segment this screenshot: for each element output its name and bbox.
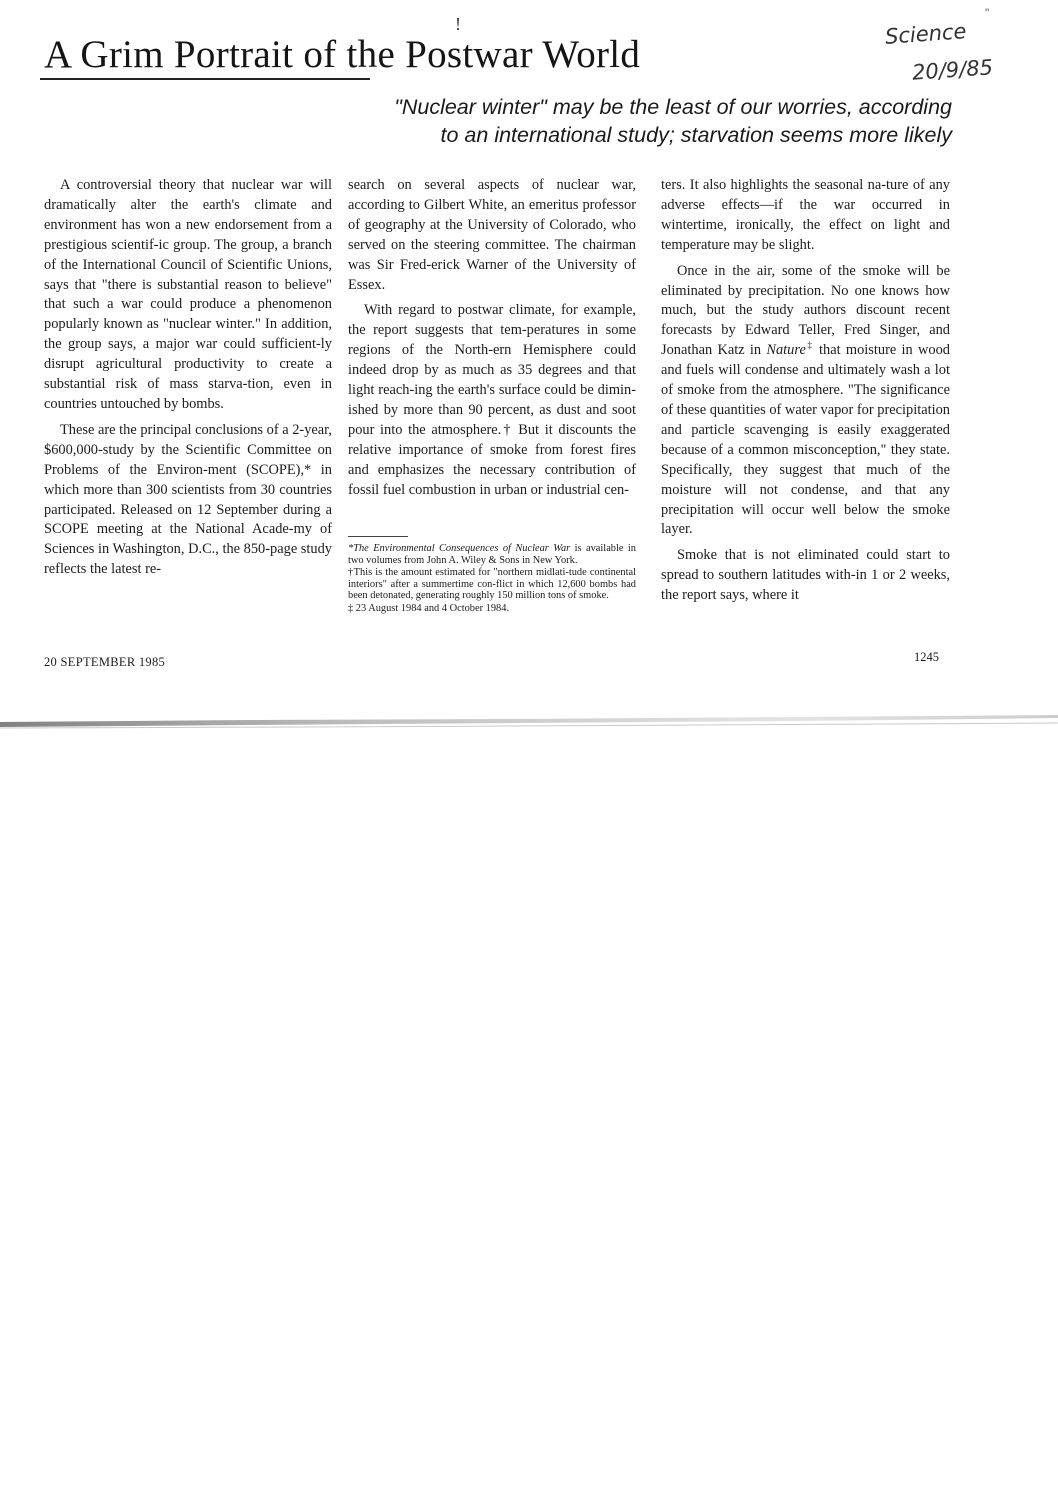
article-headline: A Grim Portrait of the Postwar World [44, 33, 641, 76]
footnote: †This is the amount estimated for "northern midlati-tude continental interiors" after a summertime con-flict in which 12,600 bombs had been detonated, generating roughly 150 million tons of smoke. [348, 567, 636, 602]
deck-line-2: to an international study; starvation seems more likely [440, 123, 952, 147]
footnote-marker: ‡ [805, 340, 814, 351]
footnote-title: *The Environmental Consequences of Nuclear War [348, 543, 571, 554]
handwritten-mark: ! [455, 14, 461, 34]
footnotes [348, 543, 636, 616]
handwritten-date-note: 20/9/85 [911, 55, 994, 85]
page-number: 1245 [914, 650, 939, 664]
paragraph: With regard to postwar climate, for example, the report suggests that tem-peratures in some regions of the North-ern Hemisphere could indeed drop by as much as 35 degrees and that light reach-ing the earth's surface could be dimin-ished by more than 90 percent, as dust and soot pour into the atmosphere.† But it discounts the relative importance of smoke from forest fires and emphasizes the necessary contribution of fossil fuel combustion in urban or industrial cen- [348, 302, 636, 498]
paragraph [661, 262, 950, 541]
footnote: ‡ 23 August 1984 and 4 October 1984. [348, 602, 510, 614]
handwritten-journal-note: Science [884, 19, 968, 49]
paragraph-text: that moisture in wood and fuels will condense and ultimately wash a lot of smoke from the atmosphere. "The significance of these quantities of water vapor for precipitation and particle scavenging is easily exaggerated because of a common misconception," they state. Specifically, they suggest that much of the moisture will not condense, and that any precipitation will occur well below the smoke layer. [661, 342, 950, 538]
paragraph-text: Once in the air, some of the smoke will be eliminated by precipitation. No one knows how much, but the study authors discount recent forecasts by Edward Teller, Fred Singer, and Jonathan Katz in [661, 262, 950, 359]
paragraph: Smoke that is not eliminated could start to spread to southern latitudes with-in 1 or 2 weeks, the report says, where it [661, 547, 950, 604]
deck-line-1: "Nuclear winter" may be the least of our worries, according [394, 95, 952, 119]
scan-edge-shadow [0, 708, 1058, 732]
footnote-divider [348, 536, 408, 537]
footnote-text: is available in two volumes from John A. Wiley & Sons in New York. [348, 543, 637, 566]
footnote [348, 543, 636, 566]
paragraph: ters. It also highlights the seasonal na-ture of any adverse effects—if the war occurred in wintertime, ironically, the effect on light and temperature may be slight. [661, 177, 950, 253]
handwritten-tick: " [985, 6, 990, 20]
paragraph: search on several aspects of nuclear war, according to Gilbert White, an emeritus professor of geography at the University of Colorado, who served on the steering committee. The chairman was Sir Fred-erick Warner of the University of Essex. [348, 177, 636, 293]
headline-underline [40, 78, 370, 80]
journal-name: Nature [766, 342, 806, 359]
paragraph: These are the principal conclusions of a 2-year, $600,000-study by the Scientific Committee on Problems of the Environ-ment (SCOPE),* in which more than 300 scientists from 30 countries participated. Released on 12 September during a SCOPE meeting at the National Acade-my of Sciences in Washington, D.C., the 850-page study reflects the latest re- [44, 421, 332, 578]
body-column-3 [661, 176, 950, 612]
paragraph: A controversial theory that nuclear war will dramatically alter the earth's climate and environment has won a new endorsement from a prestigious scientif-ic group. The group, a branch of the International Council of Scientific Unions, says that "there is substantial reason to believe" that such a war could produce a phenomenon popularly known as "nuclear winter." In addition, the group says, a major war could sufficient-ly disrupt agricultural productivity to create a substantial risk of mass starva-tion, even in countries untouched by bombs. [44, 177, 332, 412]
body-column-2 [348, 176, 636, 507]
body-column-1 [44, 176, 332, 586]
issue-date: 20 SEPTEMBER 1985 [44, 655, 166, 669]
article-deck [232, 93, 952, 149]
